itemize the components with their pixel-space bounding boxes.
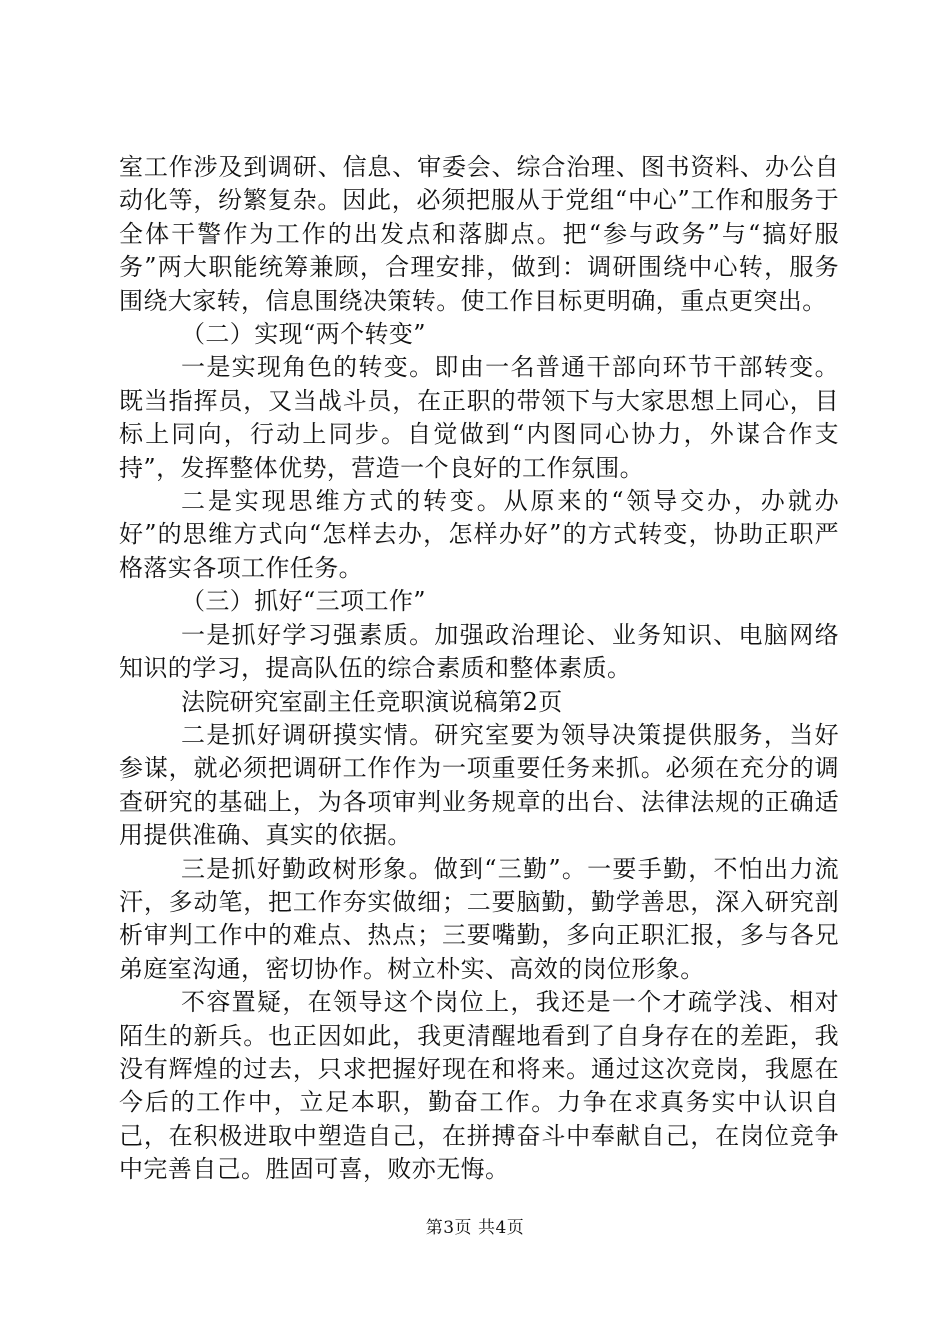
page-number-footer: 第3页 共4页 [425,1218,525,1238]
paragraph-research: 二是抓好调研摸实情。研究室要为领导决策提供服务，当好参谋，就必须把调研工作作为一项重要任务来抓。必须在充分的调查研究的基础上，为各项审判业务规章的出台、法律法规的正确适用提供准确、真实的依据。 [119,720,839,850]
paragraph-diligence: 三是抓好勤政树形象。做到“三勤”。一要手勤，不怕出力流汗，多动笔，把工作夯实做细；二要脑勤，勤学善思，深入研究剖析审判工作中的难点、热点；三要嘴勤，多向正职汇报，多与各兄弟庭室沟通，密切协作。树立朴实、高效的岗位形象。 [119,854,839,983]
paragraph-thinking-change: 二是实现思维方式的转变。从原来的“领导交办，办就办好”的思维方式向“怎样去办，怎样办好”的方式转变，协助正职严格落实各项工作任务。 [119,487,839,582]
section-heading-three-tasks: （三）抓好“三项工作” [181,587,426,616]
paragraph-continuation: 室工作涉及到调研、信息、审委会、综合治理、图书资料、办公自动化等，纷繁复杂。因此，必须把服从于党组“中心”工作和服务于全体干警作为工作的出发点和落脚点。把“参与政务”与“搞好服务”两大职能统筹兼顾，合理安排，做到：调研围绕中心转，服务围绕大家转，信息围绕决策转。使工作目标更明确，重点更突出。 [119,153,839,315]
paragraph-conclusion: 不容置疑，在领导这个岗位上，我还是一个才疏学浅、相对陌生的新兵。也正因如此，我更清醒地看到了自身存在的差距，我没有辉煌的过去，只求把握好现在和将来。通过这次竞岗，我愿在今后的工作中，立足本职，勤奋工作。力争在求真务实中认识自己，在积极进取中塑造自己，在拼搏奋斗中奉献自己，在岗位竞争中完善自己。胜固可喜，败亦无悔。 [119,988,839,1184]
paragraph-study: 一是抓好学习强素质。加强政治理论、业务知识、电脑网络知识的学习，提高队伍的综合素质和整体素质。 [119,620,839,683]
document-body [119,151,839,1187]
running-header-note: 法院研究室副主任竞职演说稿第2页 [181,687,563,716]
paragraph-role-change: 一是实现角色的转变。即由一名普通干部向环节干部转变。既当指挥员，又当战斗员，在正职的带领下与大家思想上同心，目标上同向，行动上同步。自觉做到“内图同心协力，外谋合作支持”，发挥整体优势，营造一个良好的工作氛围。 [119,353,839,482]
section-heading-two-transformations: （二）实现“两个转变” [181,320,426,349]
